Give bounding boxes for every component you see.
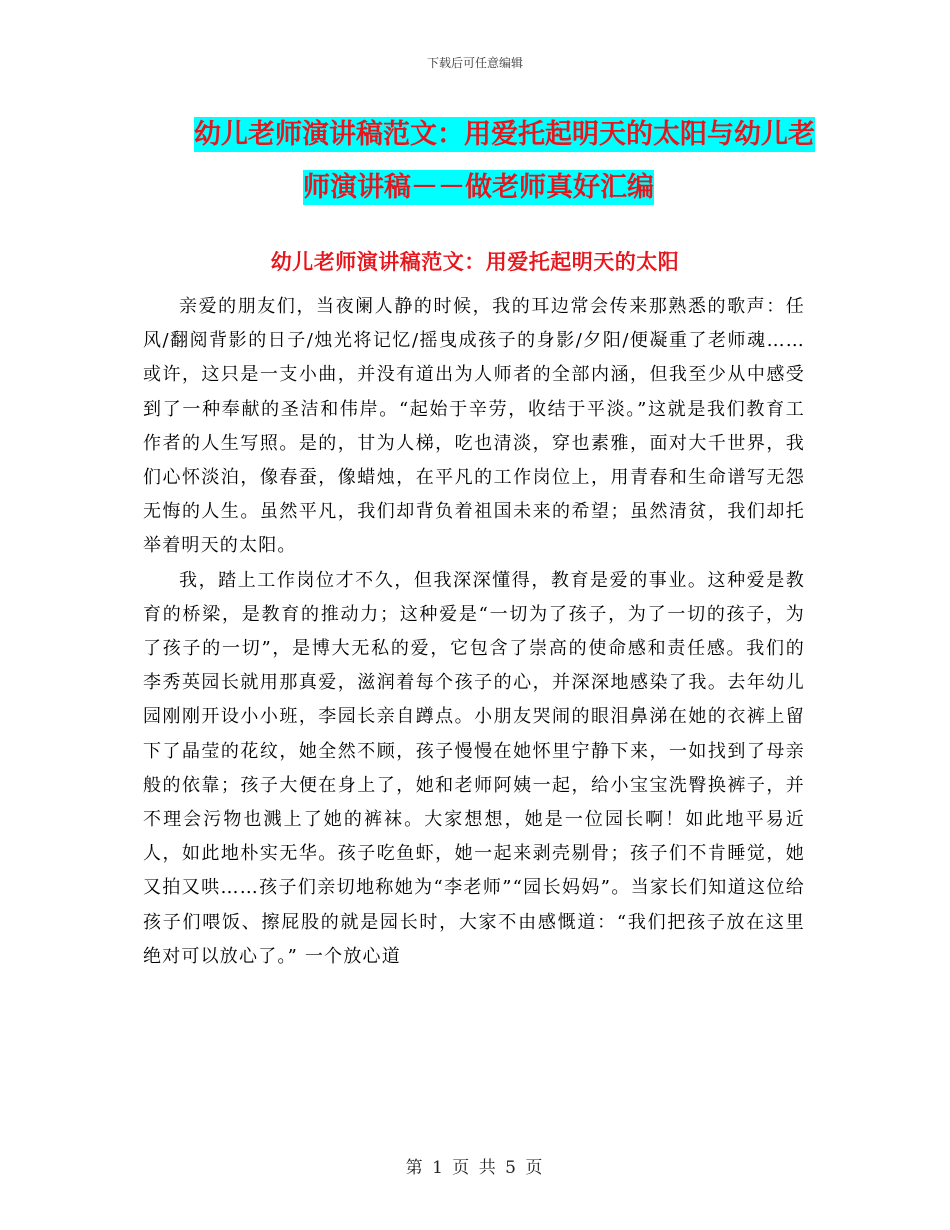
header-note: 下载后可任意编辑 <box>426 56 523 70</box>
paragraph-2: 我，踏上工作岗位才不久，但我深深懂得，教育是爱的事业。这种爱是教育的桥梁，是教育的推动力；这种爱是“一切为了孩子，为了一切的孩子，为了孩子的一切”，是博大无私的爱，它包含了崇高的使命感和责任感。我们的李秀英园长就用那真爱，滋润着每个孩子的心，并深深地感染了我。去年幼儿园刚刚开设小小班，李园长亲自蹲点。小朋友哭闹的眼泪鼻涕在她的衣裤上留下了晶莹的花纹，她全然不顾，孩子慢慢在她怀里宁静下来，一如找到了母亲般的依靠；孩子大便在身上了，她和老师阿姨一起，给小宝宝洗臀换裤子，并不理会污物也溅上了她的裤袜。大家想想，她是一位园长啊！如此地平易近人，如此地朴实无华。孩子吃鱼虾，她一起来剥壳剔骨；孩子们不肯睡觉，她又拍又哄……孩子们亲切地称她为“李老师”“园长妈妈”。当家长们知道这位给孩子们喂饭、擦屁股的就是园长时，大家不由感慨道：“我们把孩子放在这里绝对可以放心了。” 一个放心道 <box>143 569 805 967</box>
paragraph-1: 亲爱的朋友们，当夜阑人静的时候，我的耳边常会传来那熟悉的歌声：任风/翻阅背影的日子/烛光将记忆/摇曳成孩子的身影/夕阳/便凝重了老师魂……或许，这只是一支小曲，并没有道出为人师者的全部内涵，但我至少从中感受到了一种奉献的圣洁和伟岸。“起始于辛劳，收结于平淡。”这就是我们教育工作者的人生写照。是的，甘为人梯，吃也清淡，穿也素雅，面对大千世界，我们心怀淡泊，像春蚕，像蜡烛，在平凡的工作岗位上，用青春和生命谱写无怨无悔的人生。虽然平凡，我们却背负着祖国未来的希望；虽然清贫，我们却托举着明天的太阳。 <box>143 296 805 557</box>
page-footer: 第 1 页 共 5 页 <box>405 1158 545 1178</box>
title-line-2: 师演讲稿－－做老师真好汇编 <box>303 172 654 203</box>
title-line-1: 幼儿老师演讲稿范文：用爱托起明天的太阳与幼儿老 <box>194 119 815 150</box>
body-text <box>143 290 805 974</box>
section-title: 幼儿老师演讲稿范文：用爱托起明天的太阳 <box>270 250 680 274</box>
document-title <box>150 108 815 214</box>
